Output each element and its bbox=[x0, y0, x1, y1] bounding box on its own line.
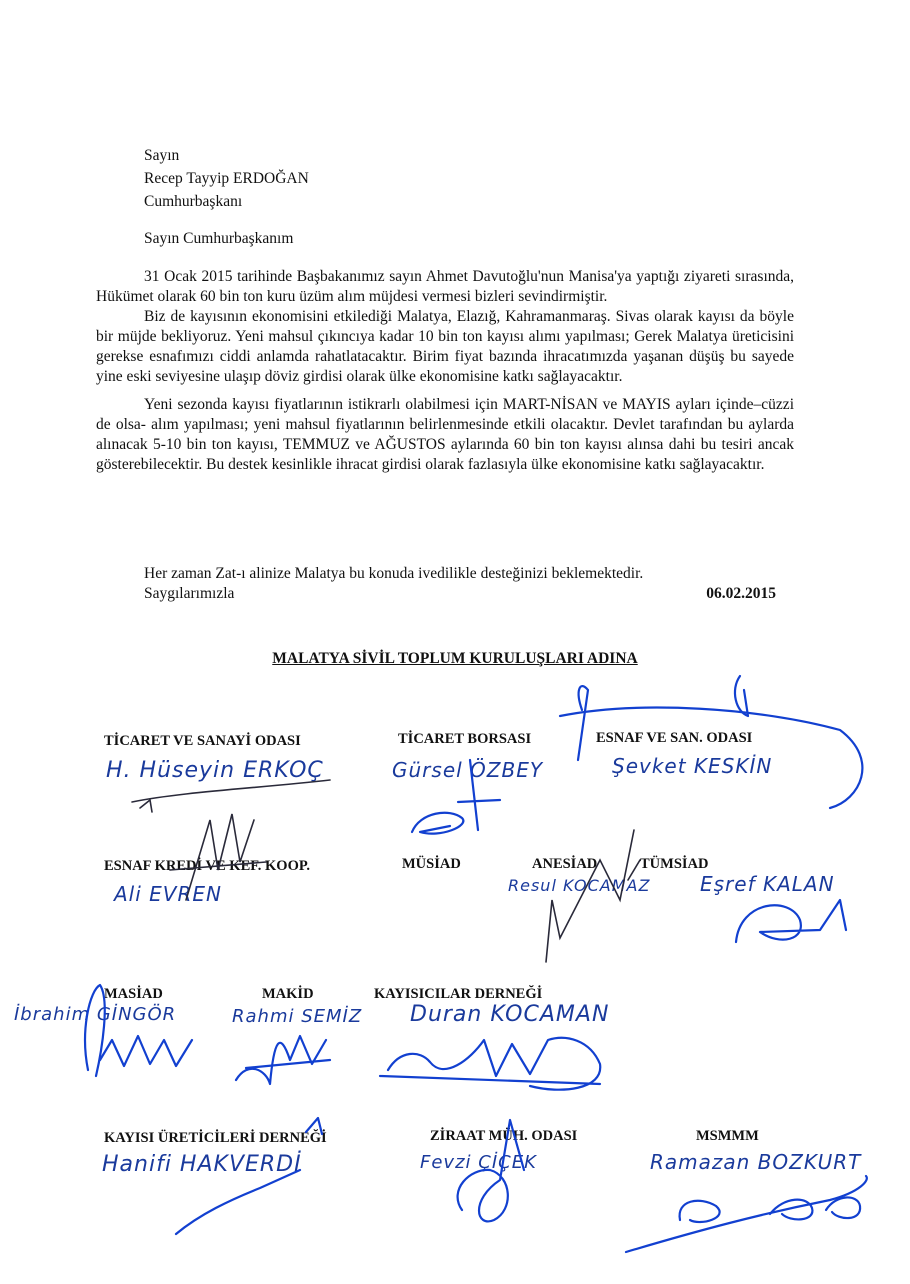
signature-semiz bbox=[236, 1036, 330, 1084]
signatories-heading: MALATYA SİVİL TOPLUM KURULUŞLARI ADINA bbox=[272, 650, 638, 667]
org-kayisicilar-dernegi: KAYISICILAR DERNEĞİ bbox=[374, 986, 543, 1002]
signature-kalan bbox=[736, 900, 846, 942]
org-anesiad: ANESİAD bbox=[532, 856, 598, 872]
org-msmmm: MSMMM bbox=[696, 1128, 759, 1144]
letter-body bbox=[96, 267, 794, 475]
letter-date: 06.02.2015 bbox=[706, 585, 776, 602]
signer-name: H. Hüseyin ERKOÇ bbox=[106, 758, 324, 783]
recipient-title: Cumhurbaşkanı bbox=[144, 193, 243, 210]
org-ziraat-muh-odasi: ZİRAAT MÜH. ODASI bbox=[430, 1128, 578, 1144]
recipient-name: Recep Tayyip ERDOĞAN bbox=[144, 170, 309, 187]
signer-name: Resul KOCAMAZ bbox=[508, 876, 651, 895]
signer-name: Ali EVREN bbox=[114, 882, 222, 906]
signature-bozkurt bbox=[626, 1176, 867, 1252]
org-tumsiad: TÜMSİAD bbox=[640, 856, 709, 872]
org-musiad: MÜSİAD bbox=[402, 856, 461, 872]
org-esnaf-san-odasi: ESNAF VE SAN. ODASI bbox=[596, 730, 753, 746]
signer-name: Duran KOCAMAN bbox=[410, 1002, 610, 1027]
signer-name: Rahmi SEMİZ bbox=[232, 1006, 363, 1027]
signer-name: İbrahim GİNGÖR bbox=[14, 1004, 177, 1025]
paragraph-3: Yeni sezonda kayısı fiyatlarının istikrarlı olabilmesi için MART-NİSAN ve MAYIS ayları içinde–cüzzi de olsa- alım yapılması; yeni mahsul fiyatlarının belirlenmesinde etkili olacaktır. Devlet tarafından bu aylarda alınacak 5-10 bin ton kayısı, TEMMUZ ve AĞUSTOS aylarında 60 bin ton kayısı alınsa dahi bu tesiri ancak gösterebilecektir. Bu destek kesinlikle ihracat girdisi olarak fazlasıyla ülke ekonomisine katkı sağlayacaktır. bbox=[96, 396, 794, 473]
signer-name: Fevzi ÇİÇEK bbox=[420, 1152, 537, 1173]
org-ticaret-sanayi-odasi: TİCARET VE SANAYİ ODASI bbox=[104, 733, 301, 749]
signer-name: Ramazan BOZKURT bbox=[650, 1150, 862, 1174]
closing-block bbox=[144, 564, 776, 604]
signer-name: Şevket KESKİN bbox=[612, 754, 773, 778]
closing-regards: Saygılarımızla bbox=[144, 585, 235, 602]
paragraph-1: 31 Ocak 2015 tarihinde Başbakanımız sayın Ahmet Davutoğlu'nun Manisa'ya yaptığı ziyareti sırasında, Hükümet olarak 60 bin ton kuru üzüm alım müjdesi vermesi bizleri sevindirmiştir. bbox=[96, 268, 794, 305]
org-ticaret-borsasi: TİCARET BORSASI bbox=[398, 731, 532, 747]
signature-kocaman bbox=[380, 1038, 600, 1090]
greeting: Sayın Cumhurbaşkanım bbox=[144, 230, 294, 247]
signer-name: Eşref KALAN bbox=[700, 872, 835, 896]
org-makid: MAKİD bbox=[262, 986, 314, 1002]
recipient-block bbox=[144, 144, 309, 213]
org-masiad: MASİAD bbox=[104, 986, 163, 1002]
org-esnaf-kredi: ESNAF KREDİ VE KEF. KOOP. bbox=[104, 858, 311, 874]
signer-name: Gürsel ÖZBEY bbox=[392, 758, 544, 782]
recipient-salutation: Sayın bbox=[144, 147, 180, 164]
paragraph-2: Biz de kayısının ekonomisini etkilediği Malatya, Elazığ, Kahramanmaraş. Sivas olarak kayısı da böyle bir müjde bekliyoruz. Yeni mahsul çıkıncıya kadar 10 bin ton kayısı alımı yapılması; Gerek Malatya üreticisini gerekse esnafımızı ciddi anlamda rahatlatacaktır. Birim fiyat bazında ihracatımızda yaşanan düşüş bu sayede yine eski seviyesine ulaşıp döviz girdisi olarak ülke ekonomisine katkı sağlayacaktır. bbox=[96, 308, 794, 385]
signature-kocamaz bbox=[546, 830, 640, 962]
signer-name: Hanifi HAKVERDİ bbox=[102, 1152, 302, 1177]
closing-request: Her zaman Zat-ı alinize Malatya bu konuda ivedilikle desteğinizi beklemektedir. bbox=[144, 565, 644, 582]
org-kayisi-ureticileri-dernegi: KAYISI ÜRETİCİLERİ DERNEĞİ bbox=[104, 1130, 327, 1146]
signature-erkoc bbox=[132, 780, 330, 812]
